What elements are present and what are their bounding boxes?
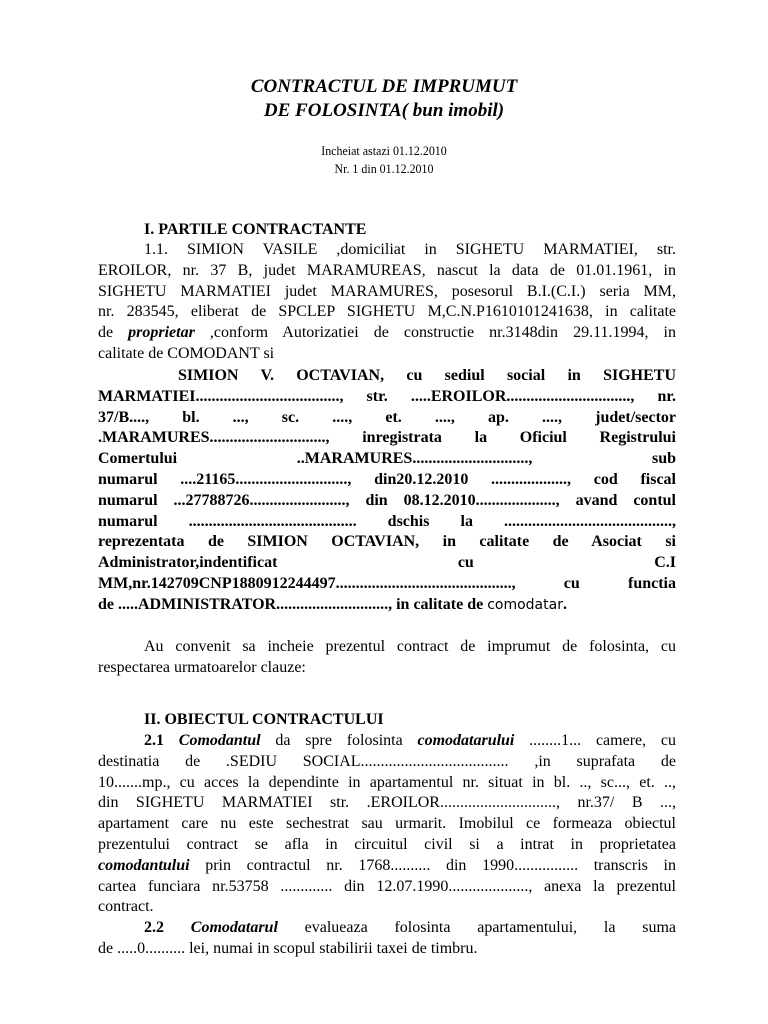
comodatarul-term: Comodatarul — [190, 919, 278, 936]
text-line — [98, 595, 676, 616]
text-line: din SIGHETU MARMATIEI str. .EROILOR............................., nr.37/ B ..., — [98, 794, 676, 812]
text-line: reprezentata de SIMION OCTAVIAN, in calitate de Asociat si — [98, 533, 676, 551]
clause-number: 2.2 — [144, 919, 191, 936]
text-line: numarul ...27788726........................, din 08.12.2010...................., avand contul — [98, 491, 676, 509]
text-line: EROILOR, nr. 37 B, judet MARAMUREAS, nascut la data de 01.01.1961, in — [98, 261, 676, 279]
text-run: prin contractul nr. 1768.......... din 1990................ transcris in — [189, 856, 676, 874]
text-line: prezentului contract se afla in circuitul civil si a intrat in proprietatea — [98, 835, 676, 853]
text-line: nr. 283545, eliberat de SPCLEP SIGHETU M,C.N.P1610101241638, in calitate — [98, 303, 676, 321]
text-line: destinatia de .SEDIU SOCIAL..................................... ,in suprafata de — [98, 752, 676, 770]
contract-number: Nr. 1 din 01.12.2010 — [334, 161, 434, 176]
text-line: SIGHETU MARMATIEI judet MARAMURES, posesorul B.I.(C.I.) seria MM, — [98, 282, 676, 300]
text-line: apartament care nu este sechestrat sau urmarit. Imobilul ce formeaza obiectul — [98, 815, 676, 833]
text-line: 10.......mp., cu acces la dependinte in apartamentul nr. situat in bl. .., sc..., et. .., — [98, 773, 676, 791]
clause-number: 2.1 — [144, 732, 179, 749]
text-run: da spre folosinta — [260, 732, 418, 749]
text-line — [98, 731, 676, 752]
text-run: evalueaza folosinta apartamentului, la suma — [277, 919, 677, 936]
paragraph-2-2 — [98, 918, 676, 960]
proprietar-term: proprietar — [128, 324, 195, 342]
text-run: ........1... camere, cu — [514, 732, 676, 749]
paragraph-agreement — [98, 637, 676, 679]
text-line: 1.1. SIMION VASILE ,domiciliat in SIGHETU MARMATIEI, str. — [144, 241, 676, 258]
text-line: numarul ....21165............................, din20.12.2010 ..................., cod fiscal — [98, 470, 676, 488]
text-line: Comertului ..MARAMURES............................., sub — [98, 450, 676, 468]
section-heading-parties: I. PARTILE CONTRACTANTE — [144, 221, 367, 238]
text-run: de .....ADMINISTRATOR............................, in calitate de — [98, 595, 488, 613]
text-line: de .....0.......... lei, numai in scopul stabilirii taxei de timbru. — [98, 939, 478, 957]
text-line: .MARAMURES............................., inregistrata la Oficiul Registrului — [98, 429, 676, 447]
comodantul-term: Comodantul — [178, 732, 261, 749]
text-line — [98, 323, 676, 344]
comodatar-term: comodatar — [487, 596, 563, 613]
text-line: numarul .......................................... dschis la .........................................., — [98, 512, 676, 530]
text-line — [98, 918, 676, 939]
text-run: de — [98, 324, 129, 342]
text-line: Administrator,indentificat cu C.I — [98, 554, 676, 572]
text-line: cartea funciara nr.53758 ............. din 12.07.1990...................., anexa la prezentul — [98, 877, 676, 895]
text-line: 37/B...., bl. ..., sc. ...., et. ...., ap. ...., judet/sector — [98, 408, 676, 426]
text-line: calitate de COMODANT si — [98, 344, 275, 362]
text-line: Au convenit sa incheie prezentul contract de imprumut de folosinta, cu — [144, 638, 676, 655]
paragraph-comodant — [98, 240, 676, 365]
document-title-line1: CONTRACTUL DE IMPRUMUT — [250, 76, 518, 97]
paragraph-2-1 — [98, 731, 676, 918]
text-line — [98, 856, 676, 877]
text-line: MARMATIEI...................................., str. .....EROILOR..............................., nr. — [98, 387, 676, 405]
paragraph-comodatar — [98, 366, 676, 616]
text-line: respectarea urmatoarelor clauze: — [98, 658, 306, 676]
text-line: MM,nr.142709CNP1880912244497............................................, cu functia — [98, 574, 676, 592]
document-title-line2: DE FOLOSINTA( bun imobil) — [263, 100, 505, 121]
text-line: SIMION V. OCTAVIAN, cu sediul social in SIGHETU — [178, 367, 676, 384]
comodatarului-term: comodatarului — [417, 732, 515, 749]
section-heading-object: II. OBIECTUL CONTRACTULUI — [144, 711, 384, 728]
text-run: ,conform Autorizatiei de constructie nr.3148din 29.11.1994, in — [194, 324, 676, 342]
text-run: . — [562, 595, 567, 613]
comodantului-term: comodantului — [98, 856, 190, 874]
text-line: contract. — [98, 898, 154, 916]
concluded-date: Incheiat astazi 01.12.2010 — [321, 143, 447, 158]
